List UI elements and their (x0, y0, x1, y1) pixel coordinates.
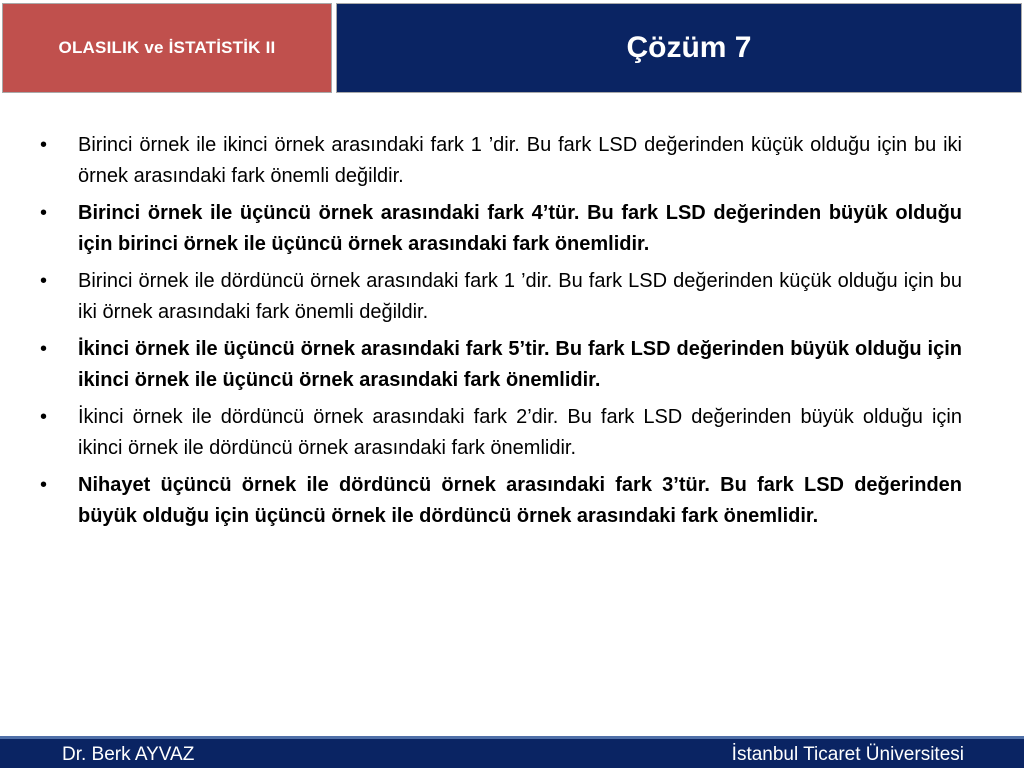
bullet-icon: • (40, 338, 48, 360)
bullet-text: İkinci örnek ile dördüncü örnek arasındaki fark 2’dir. Bu fark LSD değerinden büyük olduğu için ikinci örnek ile dördüncü örnek arasındaki fark önemlidir. (78, 406, 962, 459)
bullet-item-5 (40, 402, 962, 464)
bullet-text: Birinci örnek ile üçüncü örnek arasındaki fark 4’tür. Bu fark LSD değerinden büyük olduğu için birinci örnek ile üçüncü örnek arasındaki fark önemlidir. (78, 202, 962, 255)
bullet-text: İkinci örnek ile üçüncü örnek arasındaki fark 5’tir. Bu fark LSD değerinden büyük olduğu için ikinci örnek ile üçüncü örnek arasındaki fark önemlidir. (78, 338, 962, 391)
bullet-item-6 (40, 470, 962, 532)
slide-title-box (336, 3, 1022, 93)
footer-author: Dr. Berk AYVAZ (62, 744, 195, 765)
footer-bar (0, 736, 1024, 768)
footer-institution: İstanbul Ticaret Üniversitesi (731, 744, 964, 765)
bullet-item-2 (40, 198, 962, 260)
bullet-icon: • (40, 406, 48, 428)
bullet-text: Birinci örnek ile ikinci örnek arasındaki fark 1 ’dir. Bu fark LSD değerinden küçük olduğu için bu iki örnek arasındaki fark önemli değildir. (78, 134, 962, 187)
bullet-text: Nihayet üçüncü örnek ile dördüncü örnek arasındaki fark 3’tür. Bu fark LSD değerinden büyük olduğu için üçüncü örnek ile dördüncü örnek arasındaki fark önemlidir. (78, 474, 962, 527)
bullet-item-1 (40, 130, 962, 192)
course-title-box (2, 3, 332, 93)
slide-title: Çözüm 7 (626, 31, 752, 64)
slide-content (40, 130, 962, 538)
bullet-icon: • (40, 270, 48, 292)
bullet-icon: • (40, 202, 48, 224)
bullet-item-3 (40, 266, 962, 328)
bullet-icon: • (40, 474, 48, 496)
bullet-item-4 (40, 334, 962, 396)
bullet-icon: • (40, 134, 48, 156)
bullet-list (40, 130, 962, 532)
bullet-text: Birinci örnek ile dördüncü örnek arasındaki fark 1 ’dir. Bu fark LSD değerinden küçük olduğu için bu iki örnek arasındaki fark önemli değildir. (78, 270, 962, 323)
course-title: OLASILIK ve İSTATİSTİK II (58, 38, 276, 57)
